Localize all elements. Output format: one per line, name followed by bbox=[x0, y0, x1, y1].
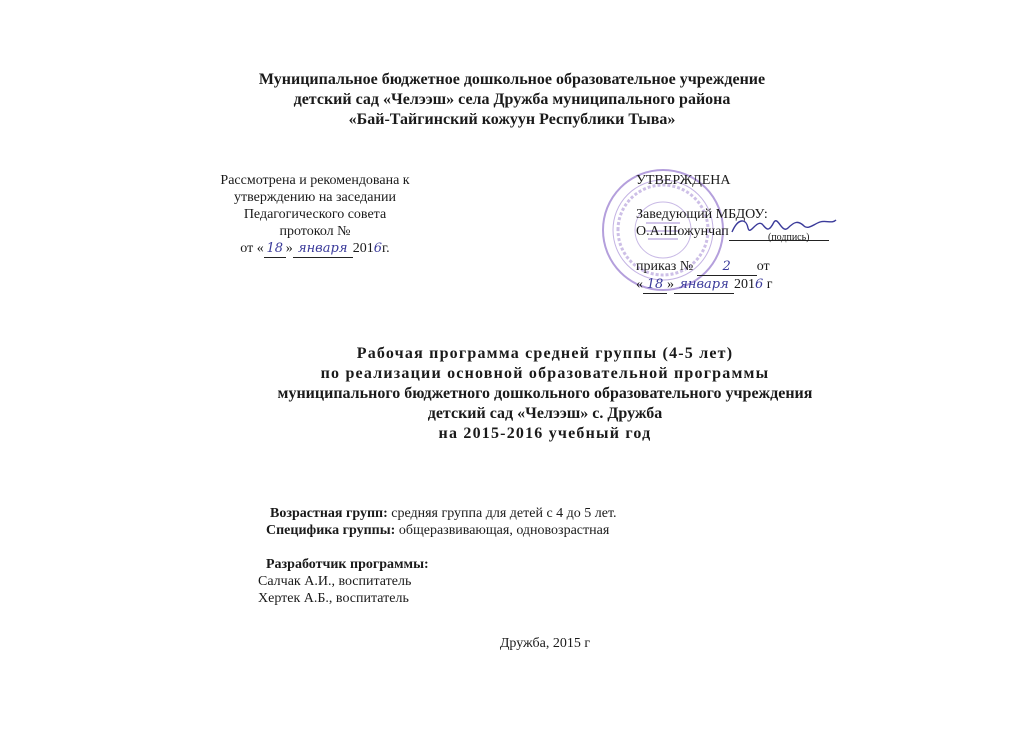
age-group-value: средняя группа для детей с 4 до 5 лет. bbox=[387, 506, 617, 521]
review-line-2: утверждению на заседании bbox=[234, 190, 396, 205]
review-date-month: января bbox=[293, 240, 353, 258]
title-line-4: детский сад «Челээш» с. Дружба bbox=[427, 405, 663, 422]
signature-caption: (подпись) bbox=[768, 232, 810, 243]
age-group-label: Возрастная групп: bbox=[270, 506, 388, 521]
group-specifics-label: Специфика группы: bbox=[266, 523, 396, 538]
review-line-1: Рассмотрена и рекомендована к bbox=[220, 173, 410, 188]
developer-1: Салчак А.И., воспитатель bbox=[258, 574, 412, 589]
group-specifics-value: общеразвивающая, одновозрастная bbox=[395, 523, 610, 538]
order-line: приказ № 2 от bbox=[636, 259, 770, 274]
header-line-3: «Бай-Тайгинский кожуун Республики Тыва» bbox=[348, 111, 676, 128]
order-date-year-hand: 6 bbox=[755, 277, 764, 292]
order-date-day: 18 bbox=[643, 276, 667, 294]
review-line-3: Педагогического совета bbox=[243, 207, 387, 222]
program-title bbox=[0, 344, 1024, 444]
head-name: О.А.Шожунчап bbox=[636, 224, 729, 239]
title-line-1: Рабочая программа средней группы (4-5 лет) bbox=[356, 345, 734, 362]
group-specifics bbox=[266, 522, 826, 539]
order-date-month: января bbox=[674, 276, 734, 294]
place-date: Дружба, 2015 г bbox=[499, 636, 591, 651]
title-line-5: на 2015-2016 учебный год bbox=[438, 425, 652, 442]
title-line-3: муниципального бюджетного дошкольного образовательного учреждения bbox=[277, 385, 813, 402]
head-label: Заведующий МБДОУ: bbox=[636, 207, 768, 222]
age-group bbox=[266, 505, 826, 522]
title-line-2: по реализации основной образовательной программы bbox=[320, 365, 770, 382]
developer-2: Хертек А.Б., воспитатель bbox=[258, 591, 409, 606]
institution-header bbox=[0, 70, 1024, 130]
program-meta bbox=[258, 505, 826, 607]
review-line-4: протокол № bbox=[279, 224, 351, 239]
review-date-day: 18 bbox=[264, 240, 286, 258]
header-line-2: детский сад «Челээш» села Дружба муниципального района bbox=[293, 91, 731, 108]
review-date-year-hand: 6 bbox=[373, 241, 383, 256]
order-date: « 18 » января 2016 г bbox=[636, 277, 773, 292]
developers-label: Разработчик программы: bbox=[266, 557, 429, 572]
order-number: 2 bbox=[697, 258, 757, 276]
header-line-1: Муниципальное бюджетное дошкольное образовательное учреждение bbox=[258, 71, 766, 88]
review-date: от « 18 » января 2016г. bbox=[240, 241, 390, 256]
approved-label: УТВЕРЖДЕНА bbox=[636, 173, 731, 188]
review-block bbox=[190, 172, 440, 258]
